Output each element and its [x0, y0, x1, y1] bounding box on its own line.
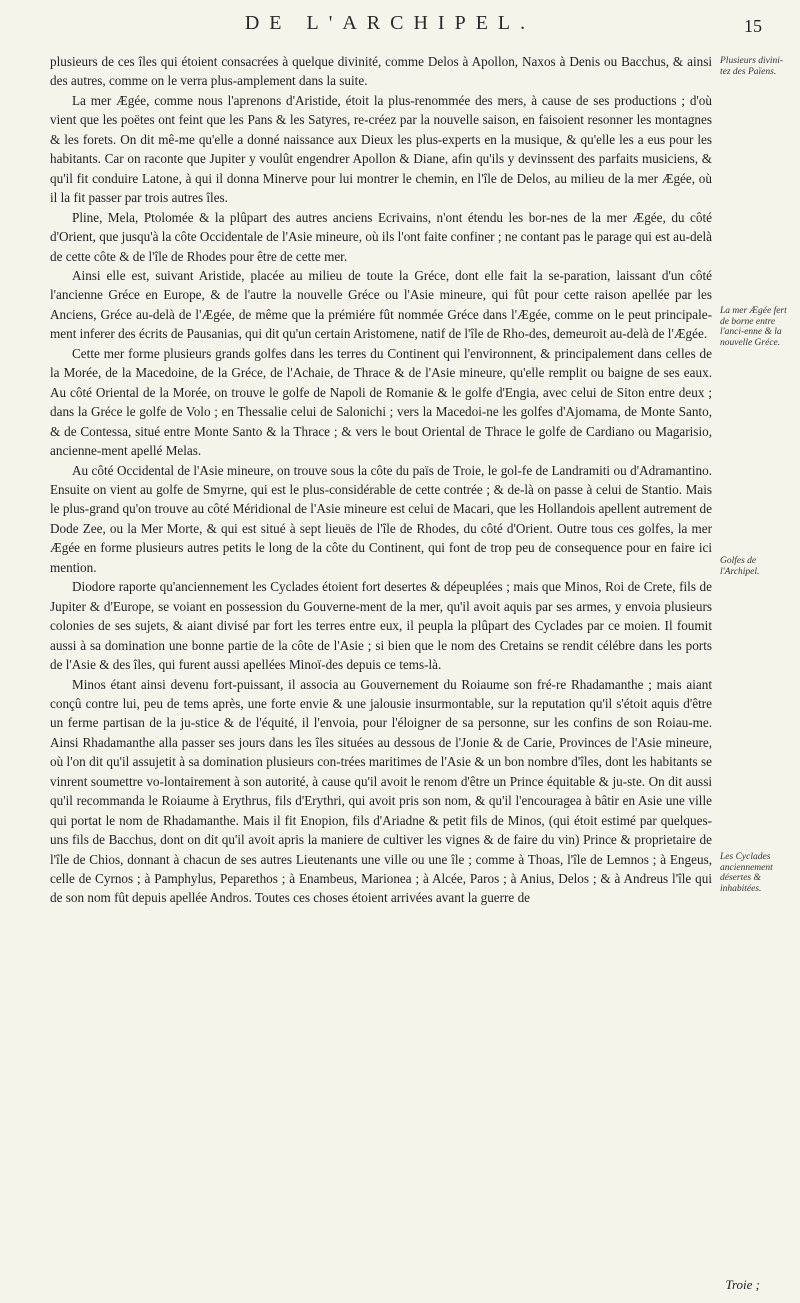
- catchword: Troie ;: [725, 1277, 760, 1292]
- paragraph: Ainsi elle est, suivant Aristide, placée au milieu de toute la Gréce, dont elle fait la se-paration, laissant d'un côté l'ancienne Gréce en Europe, & de l'autre la nouvelle Gréce ou l'Asie mineure, qui fût pour cette raison apellée par les Anciens, Gréce au-delà de l'Ægée, de même que la prémiére fût nommée Gréce dans l'Ægée, comme on le peut principale-ment inferer des écrits de Pausanias, qui dit qu'un certain Aristomene, natif de l'île de Rho-des, demeuroit au-delà de l'Ægée.: [50, 267, 712, 342]
- paragraph: plusieurs de ces îles qui étoient consacrées à quelque divinité, comme Delos à Apollon, Naxos à Denis ou Bacchus, & ainsi des autres, comme on le verra plus-amplement dans la suite.: [50, 54, 712, 89]
- body-text: [50, 52, 712, 908]
- paragraph: Minos étant ainsi devenu fort-puissant, il associa au Gouvernement du Roiaume son fré-re Rhadamanthe ; mais aiant conçû contre lui, peu de tems après, une forte envie & une jalousie insurmontable, sur la reputation qu'il s'étoit aquis d'être un ferme partisan de la ju-stice & de l'équité, il l'envoia, pour l'éloigner de sa personne, sur les confins de son Roiau-me. Ainsi Rhadamanthe alla passer ses jours dans les îles situées au dessous de l'Jonie & de Carie, Provinces de l'Asie mineure, où l'on dit qu'il assujetit à sa domination plusieurs con-trées maritimes de l'Asie & un bon nombre d'îles, dont les habitants se vinrent soumettre vo-lontairement à son autorité, à cause qu'il avoit le renom d'être un Prince équitable & ju-ste. On dit aussi qu'il recommanda le Roiaume à Erythrus, fils d'Erythri, qui avoit pris son nom, & qu'il l'encouragea à bâtir en Asie une ville qui portat le nom de Rhadamanthe. Mais il fit Enopion, fils d'Ariadne & petit fils de Minos, (qui étoit estimé par quelques-uns fils de Bacchus, dont on dit qu'il avoit apris la maniere de cultiver les vignes & de faire du vin) Prince & proprietaire de l'île de Chios, donnant à chacun de ses autres Lieutenants une ville ou une île ; comme à Thoas, l'île de Lemnos ; à Engeus, celle de Cyrnos ; à Pamphylus, Peparethos ; à Enambeus, Marionea ; à Alcée, Paros ; à Anius, Delos ; & à Andreus l'île qui de son nom fût depuis apellée Andros. Toutes ces choses étoient arrivées avant la guerre de: [50, 676, 712, 906]
- running-title: DE L'ARCHIPEL.: [244, 12, 536, 34]
- page-number: 15: [744, 16, 762, 36]
- paragraph: Diodore raporte qu'anciennement les Cyclades étoient fort desertes & dépeuplées ; mais que Minos, Roi de Crete, fils de Jupiter & d'Europe, se voiant en possession du Gouverne-ment de la mer, qu'il avoit aquis par ses armes, y envoia plusieurs colonies de ses sujets, & aiant divisé par fort les terres entre eux, il peupla la plûpart des Cyclades par ce moien. Il foumit aussi à sa domination une bonne partie de la côte de l'Asie ; si bien que le nom des Cretains se rendit célébre dans les ports de l'Asie & des îles, qui furent aussi apellées Minoï-des depuis ce tems-là.: [50, 579, 712, 673]
- margin-note-gulfs: Golfes de l'Archipel.: [720, 556, 760, 577]
- paragraph: Pline, Mela, Ptolomée & la plûpart des autres anciens Ecrivains, n'ont étendu les bor-nes de la mer Ægée, du côté d'Orient, que jusqu'à la côte Occidentale de l'Asie mineure, où ils l'ont faite confiner ; ne contant pas le parage qui est au-delà de cette côte & de l'île de Rhodes pour être de cette mer.: [50, 209, 712, 264]
- margin-note-cyclades: Les Cyclades anciennement désertes & inhabitées.: [720, 852, 773, 894]
- margin-note-divinities: Plusieurs divini-tez des Païens.: [720, 56, 784, 77]
- paragraph: Cette mer forme plusieurs grands golfes dans les terres du Continent qui l'environnent, & principalement dans celles de la Morée, de la Macedoine, de la Gréce, de l'Achaie, de Thrace & de l'Asie mineure, qu'elle remplit ou baigne de ses eaux. Au côté Oriental de la Morée, on trouve le golfe de Napoli de Romanie & le golfe d'Engia, avec celui de Siton entre deux ; dans la Gréce le golfe de Volo ; en Thessalie celui de Salonichi ; vers la Macedoi-ne les golfes d'Ajomama, de Monte Santo, & de Contessa, situé entre Monte Santo & la Thrace ; & vers le bout Oriental de Thrace le golfe de Cardiano ou Magarisio, ancienne-ment apellé Melas.: [50, 345, 712, 459]
- margin-note-aegean-border: La mer Ægée fert de borne entre l'anci-enne & la nouvelle Gréce.: [720, 306, 787, 348]
- paragraph: La mer Ægée, comme nous l'aprenons d'Aristide, étoit la plus-renommée des mers, à cause de ses productions ; d'où vient que les poëtes ont feint que les Pans & les Satyres, re-créez par la nouvelle saison, en faisoient resonner les montagnes & les forets. On dit mê-me qu'elle a donné naissance aux Dieux les plus-experts en la musique, & qu'elle les a eus pour les habitants. Car on raconte que Jupiter y voulût engendrer Apollon & Diane, afin qu'ils y devinssent des parfaits musiciens, & qu'il fit conduire Latone, à qui il donna Minerve pour lui montrer le chemin, en l'île de Delos, au milieu de la mer Ægée, où il la fit passer par trois autres îles.: [50, 92, 712, 206]
- paragraph: Au côté Occidental de l'Asie mineure, on trouve sous la côte du païs de Troie, le gol-fe de Landramiti ou d'Adramantino. Ensuite on vient au golfe de Smyrne, qui est le plus-considérable de cette contrée ; & de-là on passe à celui de Stantio. Mais le plus-grand qu'on trouve au côté Méridional de l'Asie mineure est celui de Macari, que les Hollandois apellent autrement de Dode Zee, ou la Mer Morte, & qui est situé à sept lieuës de l'île de Rhodes, du côté d'Orient. Outre tous ces golfes, la mer Ægée en forme plusieurs autres petits le long de la côte du Continent, qui font de trop peu de consequence pour en faire ici mention.: [50, 462, 712, 575]
